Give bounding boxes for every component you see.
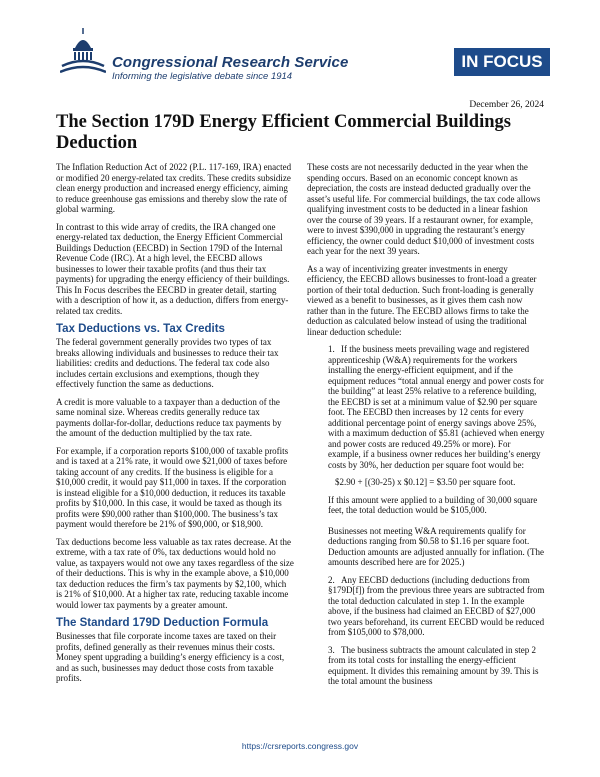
list-item: [307, 344, 545, 470]
paragraph: For example, if a corporation reports $100,000 of taxable profits and is taxed at a 21% rate, it would owe $21,000 of taxes before taking account of any credits. If the business is eligible for a $10,000 credit, it would pay $11,000 in taxes. If the corporation is instead eligible for a $10,000 deduction, it reduces its taxable profits by $10,000. In this case, it would be taxed as though its profits were $90,000 rather than $100,000. The business’s tax payment would therefore be 21% of $90,000, or $18,900.: [56, 445, 289, 529]
paragraph: Businesses not meeting W&A requirements qualify for deductions ranging from $0.58 to $1.16 per square foot. Deduction amounts are adjusted annually for inflation. (The amounts described here are for 2025.): [328, 525, 544, 567]
list-number: 1.: [328, 344, 335, 354]
paragraph: In contrast to this wide array of credits, the IRA changed one energy-related tax deduction, the Energy Efficient Commercial Buildings Deduction (EECBD) in Section 179D of the Internal Revenue Code (IRC). At a high level, the EECBD allows businesses to lower their taxable profits (and thus their tax payments) for upgrading the energy efficiency of their buildings. This In Focus describes the EECBD in greater detail, starting with a description of how it, as a deduction, differs from energy-related tax credits.: [56, 221, 290, 316]
footer-url[interactable]: https://crsreports.congress.gov: [241, 741, 359, 751]
capitol-dome-icon: [60, 26, 106, 76]
section-heading: Tax Deductions vs. Tax Credits: [56, 323, 225, 335]
paragraph: If this amount were applied to a building of 30,000 square feet, the total deduction would be $105,000.: [328, 494, 538, 515]
page-header: [60, 20, 550, 90]
in-focus-badge: IN FOCUS: [454, 48, 550, 76]
paragraph: Businesses that file corporate income taxes are taxed on their profits, defined generally as their revenues minus their costs. Money spent upgrading a building’s energy efficiency is a cost, and as such, businesses may deduct those costs from taxable profits.: [56, 631, 285, 683]
paragraph: A credit is more valuable to a taxpayer than a deduction of the same nominal size. Whereas credits generally reduce tax payments dollar-for-dollar, deductions reduce tax payments by the amount of the deduction multiplied by the tax rate.: [56, 396, 282, 438]
formula: $2.90 + [(30-25) x $0.12] = $3.50 per square foot.: [335, 477, 516, 487]
list-text: The business subtracts the amount calculated in step 2 from its total costs for installing the energy-efficient equipment. It divides this remaining amount by 39. This is the total amount the business: [328, 644, 539, 686]
paragraph: The federal government generally provides two types of tax breaks allowing individuals and businesses to reduce their tax liabilities: credits and deductions. The federal tax code also includes certain exclusions and exemptions, though they effectively function the same as deductions.: [56, 337, 279, 389]
section-heading: The Standard 179D Deduction Formula: [56, 617, 269, 629]
list-number: 3.: [328, 644, 335, 655]
list-item: [307, 645, 545, 687]
paragraph: As a way of incentivizing greater investments in energy efficiency, the EECBD allows businesses to front-load a greater portion of their total deduction. Such front-loading is generally viewed as a benefit to businesses, as it gives them cash now rather than in the future. The EECBD allows firms to take the deduction as calculated below instead of using the traditional linear deduction schedule:: [307, 263, 537, 337]
list-text: If the business meets prevailing wage and registered apprenticeship (W&A) requirements for the workers installing the energy-efficient equipment, and if the equipment reduces “total annual energy and power costs for the building” at least 25% relative to a reference building, the EECBD is set at a minimum value of $2.90 per square foot. The EECBD then increases by 12 cents for every additional percentage point of energy savings above 25%, with a maximum deduction of $5.81 (achieved when energy and power costs are reduced 49.25% or more). For example, if a business owner reduces her building’s energy costs by 30%, her deduction per square foot would be:: [328, 344, 545, 470]
publication-date: December 26, 2024: [469, 100, 544, 110]
paragraph: These costs are not necessarily deducted in the year when the spending occurs. Based on an economic concept known as depreciation, the costs are instead deducted gradually over the asset’s useful life. For commercial buildings, the tax code allows qualifying investment costs to be deducted in a linear fashion over the course of 39 years. If a restaurant owner, for example, were to invest $390,000 in upgrading the restaurant’s energy efficiency, the owner could deduct $10,000 of investment costs each year for the next 39 years.: [307, 162, 541, 256]
org-name: Congressional Research Service: [112, 54, 349, 71]
list-number: 2.: [328, 574, 335, 585]
org-tagline: Informing the legislative debate since 1914: [112, 71, 293, 82]
list-item: [307, 575, 545, 638]
left-column: [56, 162, 294, 691]
list-text: Any EECBD deductions (including deductions from §179D[f]) from the previous three years are subtracted from the total deduction calculated in step 1. In the example above, if the business had claimed an EECBD of $27,000 two years beforehand, its current EECBD would be reduced from $105,000 to $78,000.: [328, 574, 545, 637]
paragraph: The Inflation Reduction Act of 2022 (P.L. 117-169, IRA) enacted or modified 20 energy-related tax credits. These credits subsidize clean energy production and increased energy efficiency, aiming to reduce greenhouse gas emissions and thereby slow the rate of global warming.: [56, 162, 292, 214]
page-title: The Section 179D Energy Efficient Commercial Buildings Deduction: [56, 112, 511, 153]
paragraph: Tax deductions become less valuable as tax rates decrease. At the extreme, with a tax rate of 0%, tax deductions would hold no value, as taxpayers would not owe any taxes regardless of the size of their deductions. This is why in the example above, a $10,000 tax deduction reduces the firm’s tax payments by $2,100, which is 21% of $10,000. At a higher tax rate, reducing taxable income would lower tax payments by a greater amount.: [56, 536, 294, 610]
right-column: [307, 162, 545, 694]
